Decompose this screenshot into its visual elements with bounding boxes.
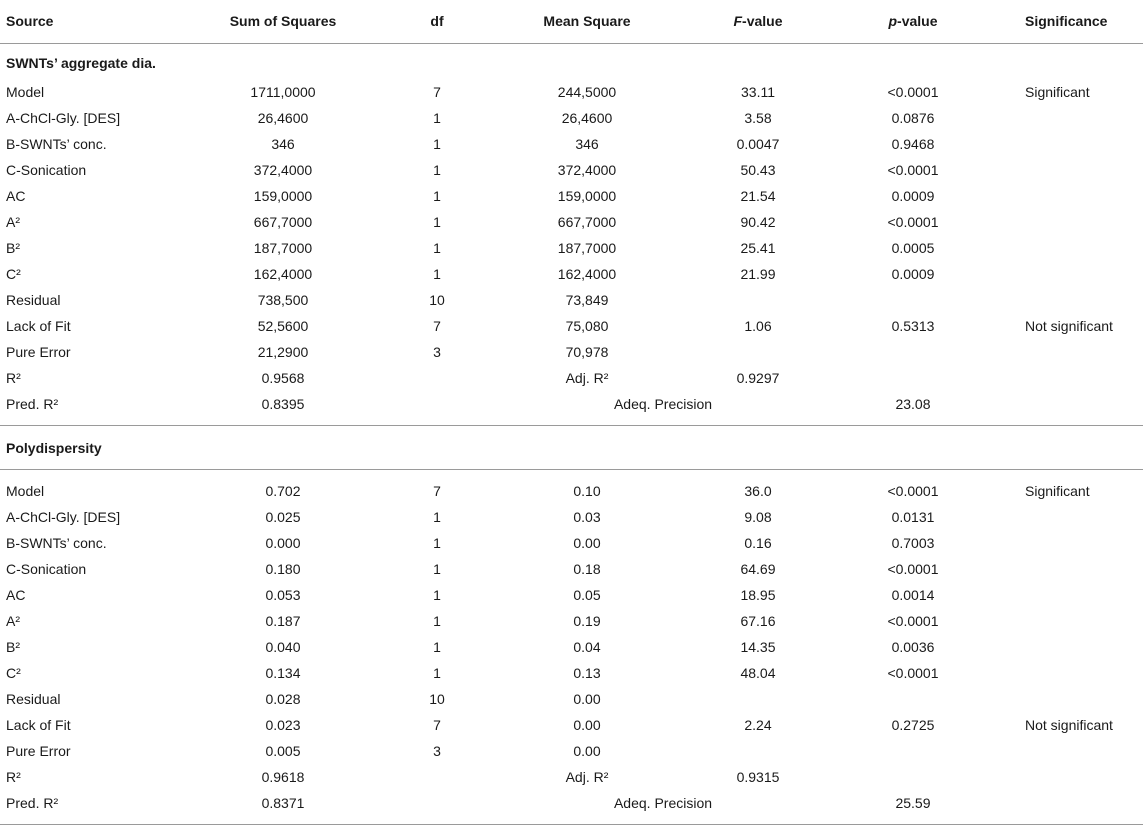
- cell-sum-of-squares: 0.023: [265, 717, 301, 733]
- header-significance: Significance: [1025, 13, 1108, 29]
- cell-mean-square: 75,080: [565, 318, 609, 334]
- pred-r2-row: [0, 391, 1143, 417]
- table-header: [0, 0, 1143, 42]
- header-f-value: [697, 0, 819, 42]
- r2-row: [0, 764, 1143, 790]
- cell-source: C-Sonication: [6, 162, 87, 178]
- table-row: [0, 634, 1143, 660]
- cell-df: 1: [433, 509, 441, 525]
- cell-source: Model: [6, 84, 45, 100]
- cell-mean-square: 162,4000: [557, 266, 617, 282]
- cell-df: 7: [433, 84, 441, 100]
- r2-value: 0.9568: [261, 370, 305, 386]
- cell-sum-of-squares: 0.134: [265, 665, 301, 681]
- table-row: [0, 608, 1143, 634]
- cell-sum-of-squares: 52,5600: [257, 318, 309, 334]
- table-row: [0, 235, 1143, 261]
- cell-df: 1: [433, 587, 441, 603]
- cell-df: 1: [433, 162, 441, 178]
- cell-mean-square: 0.10: [573, 483, 601, 499]
- cell-f-value: 9.08: [744, 509, 772, 525]
- cell-df: 7: [433, 483, 441, 499]
- cell-source: Pure Error: [6, 344, 71, 360]
- cell-p-value: <0.0001: [887, 483, 939, 499]
- header-p-suffix: -value: [897, 13, 938, 29]
- cell-sum-of-squares: 0.025: [265, 509, 301, 525]
- cell-mean-square: 244,5000: [557, 84, 617, 100]
- cell-df: 1: [433, 214, 441, 230]
- cell-p-value: 0.0009: [891, 188, 935, 204]
- cell-sum-of-squares: 0.000: [265, 535, 301, 551]
- section-title-divider: [0, 469, 1143, 470]
- cell-f-value: 33.11: [741, 84, 775, 100]
- cell-source: AC: [6, 587, 26, 603]
- cell-p-value: 0.0009: [891, 266, 935, 282]
- adj-r2-label: Adj. R²: [565, 370, 609, 386]
- cell-source: B²: [6, 240, 20, 256]
- cell-mean-square: 0.00: [573, 691, 601, 707]
- cell-mean-square: 73,849: [565, 292, 609, 308]
- table-row: [0, 157, 1143, 183]
- cell-mean-square: 0.13: [573, 665, 601, 681]
- pred-r2-label: Pred. R²: [6, 396, 59, 412]
- cell-mean-square: 26,4600: [561, 110, 613, 126]
- cell-f-value: [697, 686, 819, 712]
- table-row: [0, 339, 1143, 365]
- cell-source: AC: [6, 188, 26, 204]
- cell-source: Lack of Fit: [6, 717, 71, 733]
- header-df: df: [430, 13, 444, 29]
- cell-df: 10: [429, 691, 445, 707]
- cell-df: 3: [433, 743, 441, 759]
- cell-source: A-ChCl-Gly. [DES]: [6, 110, 121, 126]
- cell-source: B-SWNTs’ conc.: [6, 136, 107, 152]
- cell-significance: Not significant: [1025, 717, 1113, 733]
- cell-f-value: 36.0: [744, 483, 772, 499]
- cell-df: 1: [433, 110, 441, 126]
- r2-value: 0.9618: [261, 769, 305, 785]
- cell-f-value: 3.58: [744, 110, 772, 126]
- table-row: [0, 686, 1143, 712]
- table-row: [0, 261, 1143, 287]
- pred-r2-value: 0.8395: [261, 396, 305, 412]
- cell-mean-square: 0.00: [573, 743, 601, 759]
- header-sum-of-squares: Sum of Squares: [229, 13, 337, 29]
- cell-p-value: 0.2725: [891, 717, 935, 733]
- cell-mean-square: 0.00: [573, 535, 601, 551]
- cell-sum-of-squares: 372,4000: [253, 162, 313, 178]
- cell-source: C²: [6, 266, 21, 282]
- cell-df: 1: [433, 188, 441, 204]
- cell-sum-of-squares: 0.180: [265, 561, 301, 577]
- table-row: [0, 313, 1143, 339]
- cell-f-value: 1.06: [744, 318, 772, 334]
- cell-p-value: <0.0001: [887, 561, 939, 577]
- pred-r2-row: [0, 790, 1143, 816]
- cell-p-value: 0.0131: [891, 509, 935, 525]
- cell-mean-square: 0.18: [573, 561, 601, 577]
- cell-df: 3: [433, 344, 441, 360]
- cell-p-value: <0.0001: [887, 84, 939, 100]
- cell-source: Residual: [6, 691, 61, 707]
- cell-sum-of-squares: 738,500: [257, 292, 309, 308]
- cell-df: 1: [433, 561, 441, 577]
- cell-sum-of-squares: 0.053: [265, 587, 301, 603]
- cell-p-value: [833, 339, 993, 365]
- cell-mean-square: 0.04: [573, 639, 601, 655]
- table-row: [0, 131, 1143, 157]
- cell-df: 1: [433, 136, 441, 152]
- cell-source: C-Sonication: [6, 561, 87, 577]
- cell-source: A²: [6, 214, 20, 230]
- cell-p-value: [833, 686, 993, 712]
- cell-sum-of-squares: 0.702: [265, 483, 301, 499]
- cell-sum-of-squares: 187,7000: [253, 240, 313, 256]
- section-title-row: [0, 43, 1143, 83]
- cell-f-value: 0.0047: [736, 136, 780, 152]
- cell-f-value: 50.43: [740, 162, 776, 178]
- cell-p-value: 0.9468: [891, 136, 935, 152]
- adj-r2-value: 0.9315: [736, 769, 780, 785]
- table-row: [0, 712, 1143, 738]
- cell-mean-square: 0.19: [573, 613, 601, 629]
- cell-df: 10: [429, 292, 445, 308]
- adj-r2-value: 0.9297: [736, 370, 780, 386]
- cell-sum-of-squares: 0.005: [265, 743, 301, 759]
- table-row: [0, 660, 1143, 686]
- section-title: Polydispersity: [6, 440, 102, 456]
- cell-f-value: 21.54: [740, 188, 776, 204]
- cell-source: Lack of Fit: [6, 318, 71, 334]
- cell-p-value: 0.7003: [891, 535, 935, 551]
- cell-mean-square: 667,7000: [557, 214, 617, 230]
- table-row: [0, 478, 1143, 504]
- cell-source: Pure Error: [6, 743, 71, 759]
- cell-sum-of-squares: 21,2900: [257, 344, 309, 360]
- cell-sum-of-squares: 26,4600: [257, 110, 309, 126]
- section-title-row: [0, 428, 1143, 468]
- cell-mean-square: 187,7000: [557, 240, 617, 256]
- cell-p-value: [833, 738, 993, 764]
- cell-mean-square: 0.03: [573, 509, 601, 525]
- cell-f-value: 67.16: [740, 613, 776, 629]
- cell-sum-of-squares: 159,0000: [253, 188, 313, 204]
- cell-source: B-SWNTs’ conc.: [6, 535, 107, 551]
- table-bottom-rule: [0, 824, 1143, 825]
- cell-df: 7: [433, 717, 441, 733]
- cell-sum-of-squares: 667,7000: [253, 214, 313, 230]
- cell-df: 1: [433, 639, 441, 655]
- r2-label: R²: [6, 370, 21, 386]
- cell-source: Residual: [6, 292, 61, 308]
- table-row: [0, 105, 1143, 131]
- table-row: [0, 287, 1143, 313]
- section-divider: [0, 425, 1143, 426]
- table-row: [0, 183, 1143, 209]
- cell-mean-square: 0.00: [573, 717, 601, 733]
- cell-p-value: [833, 287, 993, 313]
- adeq-precision-value: 25.59: [895, 795, 931, 811]
- cell-p-value: <0.0001: [887, 665, 939, 681]
- cell-f-value: 14.35: [740, 639, 776, 655]
- header-f-suffix: -value: [742, 13, 783, 29]
- header-source: Source: [6, 13, 54, 29]
- cell-sum-of-squares: 0.040: [265, 639, 301, 655]
- cell-f-value: 48.04: [740, 665, 776, 681]
- cell-f-value: 90.42: [740, 214, 776, 230]
- cell-f-value: 21.99: [740, 266, 776, 282]
- header-p-letter: p: [888, 13, 898, 29]
- header-mean-square: Mean Square: [543, 13, 631, 29]
- pred-r2-label: Pred. R²: [6, 795, 59, 811]
- adeq-precision-value: 23.08: [895, 396, 931, 412]
- cell-significance: Significant: [1025, 84, 1090, 100]
- cell-df: 1: [433, 266, 441, 282]
- r2-label: R²: [6, 769, 21, 785]
- cell-source: A²: [6, 613, 20, 629]
- cell-f-value: [697, 339, 819, 365]
- header-f-letter: F: [733, 13, 743, 29]
- cell-source: Model: [6, 483, 45, 499]
- cell-f-value: 18.95: [740, 587, 776, 603]
- cell-source: A-ChCl-Gly. [DES]: [6, 509, 121, 525]
- cell-significance: Not significant: [1025, 318, 1113, 334]
- cell-mean-square: 159,0000: [557, 188, 617, 204]
- cell-p-value: 0.0005: [891, 240, 935, 256]
- pred-r2-value: 0.8371: [261, 795, 305, 811]
- cell-sum-of-squares: 346: [271, 136, 295, 152]
- cell-f-value: 0.16: [744, 535, 772, 551]
- cell-f-value: [697, 738, 819, 764]
- cell-sum-of-squares: 0.187: [265, 613, 301, 629]
- adeq-precision-label: Adeq. Precision: [613, 795, 713, 811]
- cell-p-value: <0.0001: [887, 162, 939, 178]
- cell-mean-square: 372,4000: [557, 162, 617, 178]
- cell-source: C²: [6, 665, 21, 681]
- table-row: [0, 582, 1143, 608]
- table-row: [0, 556, 1143, 582]
- cell-sum-of-squares: 1711,0000: [250, 84, 316, 100]
- cell-f-value: 2.24: [744, 717, 772, 733]
- cell-mean-square: 0.05: [573, 587, 601, 603]
- cell-significance: Significant: [1025, 483, 1090, 499]
- table-row: [0, 504, 1143, 530]
- cell-df: 1: [433, 240, 441, 256]
- cell-df: 1: [433, 665, 441, 681]
- cell-df: 1: [433, 613, 441, 629]
- adeq-precision-label: Adeq. Precision: [613, 396, 713, 412]
- table-row: [0, 738, 1143, 764]
- cell-f-value: [697, 287, 819, 313]
- cell-mean-square: 346: [575, 136, 599, 152]
- cell-source: B²: [6, 639, 20, 655]
- cell-f-value: 25.41: [740, 240, 776, 256]
- cell-p-value: 0.0014: [891, 587, 935, 603]
- adj-r2-label: Adj. R²: [565, 769, 609, 785]
- cell-df: 7: [433, 318, 441, 334]
- cell-p-value: 0.0036: [891, 639, 935, 655]
- cell-p-value: 0.5313: [891, 318, 935, 334]
- cell-p-value: <0.0001: [887, 214, 939, 230]
- cell-df: 1: [433, 535, 441, 551]
- section-title: SWNTs’ aggregate dia.: [6, 55, 156, 71]
- cell-f-value: 64.69: [740, 561, 776, 577]
- cell-sum-of-squares: 162,4000: [253, 266, 313, 282]
- r2-row: [0, 365, 1143, 391]
- cell-sum-of-squares: 0.028: [265, 691, 301, 707]
- cell-p-value: <0.0001: [887, 613, 939, 629]
- cell-mean-square: 70,978: [565, 344, 609, 360]
- table-row: [0, 530, 1143, 556]
- cell-p-value: 0.0876: [891, 110, 935, 126]
- header-p-value: [833, 0, 993, 42]
- table-row: [0, 209, 1143, 235]
- table-row: [0, 79, 1143, 105]
